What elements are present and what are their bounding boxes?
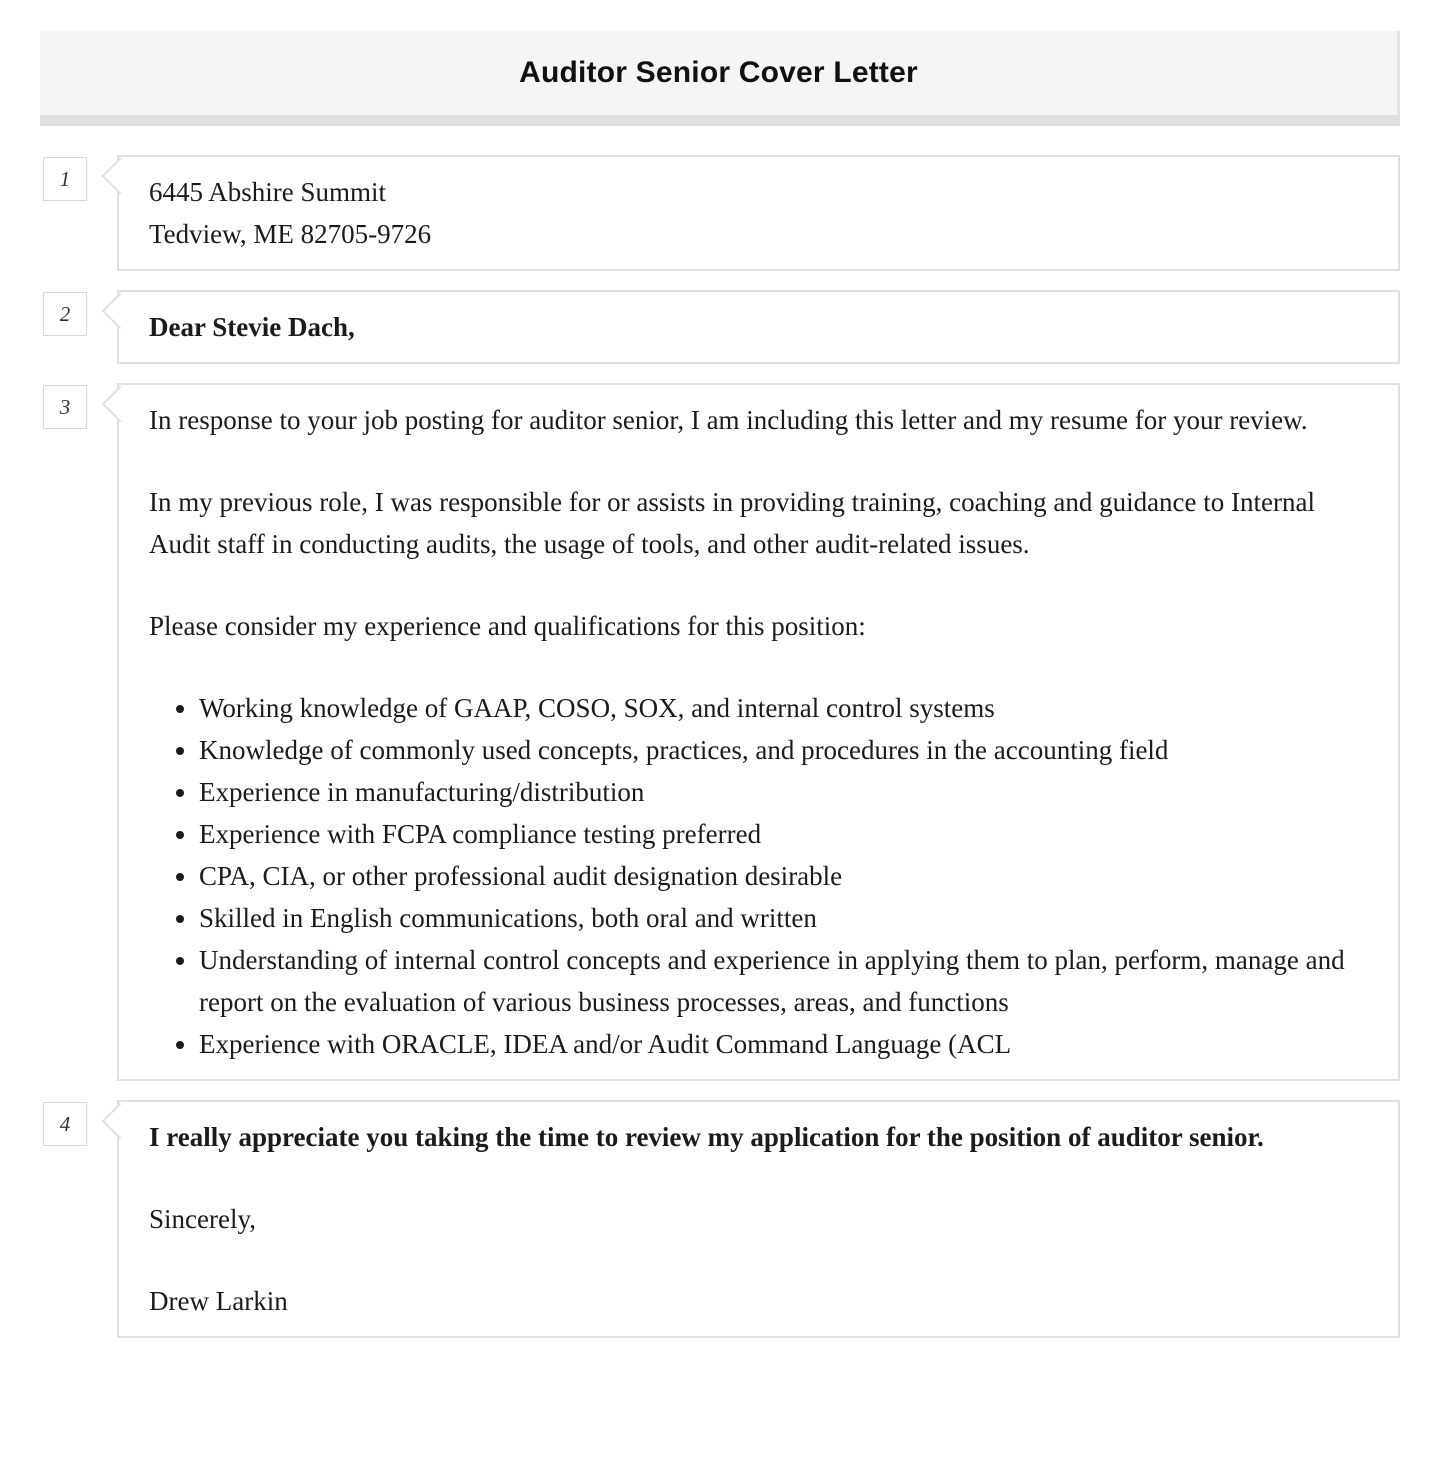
closing-text: I really appreciate you taking the time to review my application for the position of auditor senior. — [149, 1122, 1264, 1152]
signoff-text: Sincerely, — [149, 1204, 256, 1234]
section-number-badge: 4 — [43, 1102, 87, 1146]
body-section — [59, 383, 1400, 1081]
qualification-item: • Experience with ORACLE, IDEA and/or Audit Command Language (ACL — [199, 1023, 1368, 1065]
page-header — [40, 31, 1400, 115]
cover-letter-body — [0, 155, 1440, 1338]
qualification-item: • Knowledge of commonly used concepts, practices, and procedures in the accounting field — [199, 729, 1368, 771]
qualification-item: • Working knowledge of GAAP, COSO, SOX, and internal control systems — [199, 687, 1368, 729]
qualification-item: • Experience with FCPA compliance testing preferred — [199, 813, 1368, 855]
page-title: Auditor Senior Cover Letter — [519, 56, 918, 89]
paragraph-consider: Please consider my experience and qualifications for this position: — [149, 611, 866, 641]
closing-section — [59, 1100, 1400, 1338]
address-section — [59, 155, 1400, 271]
section-notch — [102, 293, 139, 330]
section-notch — [102, 1103, 139, 1140]
section-number-badge: 1 — [43, 157, 87, 201]
address-line: Tedview, ME 82705-9726 — [149, 219, 432, 249]
paragraph-previous-role: In my previous role, I was responsible for or assists in providing training, coaching and guidance to Internal Audit staff in conducting audits, the usage of tools, and other audit-related issues. — [149, 487, 1315, 559]
qualification-item: • Understanding of internal control concepts and experience in applying them to plan, perform, manage and report on the evaluation of various business processes, areas, and functions — [199, 939, 1368, 1023]
section-number-badge: 3 — [43, 385, 87, 429]
qualification-list — [149, 687, 1368, 1065]
qualification-item: • CPA, CIA, or other professional audit designation desirable — [199, 855, 1368, 897]
salutation-text: Dear Stevie Dach, — [149, 312, 355, 342]
qualification-item: • Skilled in English communications, both oral and written — [199, 897, 1368, 939]
qualification-item: • Experience in manufacturing/distribution — [199, 771, 1368, 813]
signature-text: Drew Larkin — [149, 1286, 288, 1316]
salutation-section — [59, 290, 1400, 364]
section-notch — [102, 158, 139, 195]
section-notch — [102, 386, 139, 423]
header-shadow-strip — [40, 115, 1400, 126]
paragraph-intro: In response to your job posting for auditor senior, I am including this letter and my resume for your review. — [149, 405, 1308, 435]
address-line: 6445 Abshire Summit — [149, 177, 387, 207]
section-number-badge: 2 — [43, 292, 87, 336]
